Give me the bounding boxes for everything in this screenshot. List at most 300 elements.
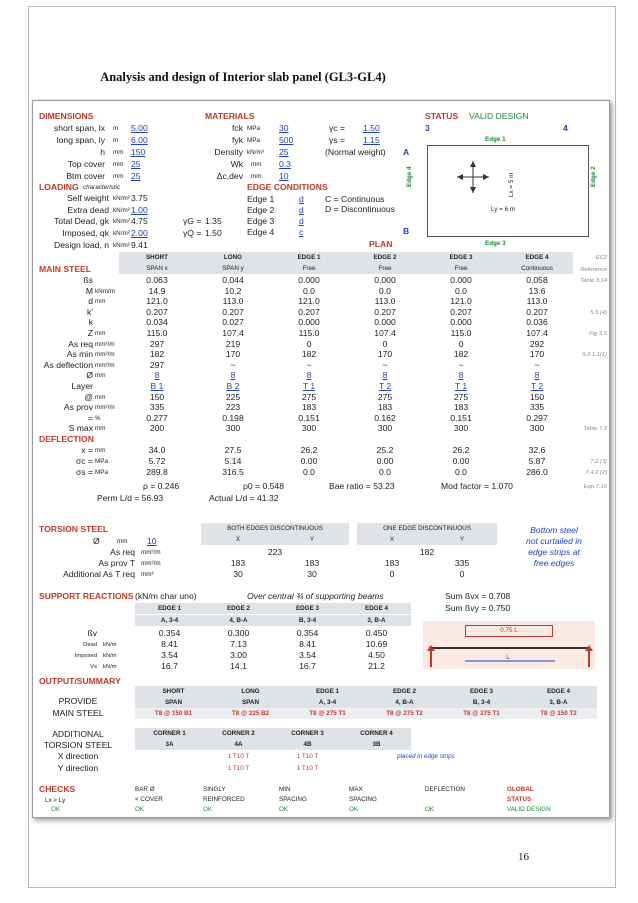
support-column-subheader: A, 3-4 xyxy=(160,617,179,624)
main-steel-cell: 275 xyxy=(377,391,393,402)
plan-edge-4: Edge 4 xyxy=(406,166,413,187)
dim-unit: m xyxy=(113,137,119,144)
checks-header: CHECKS xyxy=(39,784,76,794)
main-steel-reference: Table 3.14 xyxy=(580,278,607,284)
fck-unit: MPa xyxy=(247,125,260,132)
edge-condition-input[interactable]: d xyxy=(299,194,304,204)
main-steel-cell[interactable]: T 1 xyxy=(302,381,316,391)
main-steel-row-label: As prov xyxy=(63,402,93,413)
check-status: OK xyxy=(349,806,359,813)
dimensions-header: DIMENSIONS xyxy=(39,111,94,121)
output-column-header: EDGE 2 xyxy=(392,688,417,695)
sum-bvx: Sum ßvx = 0.708 xyxy=(445,591,511,601)
materials-header: MATERIALS xyxy=(205,111,255,121)
support-row-unit: kN/m xyxy=(103,642,117,648)
main-steel-cell: 113.0 xyxy=(526,296,548,307)
reaction-arrows-icon xyxy=(425,639,595,669)
main-steel-cell: 107.4 xyxy=(222,328,244,338)
main-steel-cell: 182 xyxy=(149,349,165,360)
corner-x-value: 1 T10 T xyxy=(227,753,250,760)
load-label: Design load, n xyxy=(54,240,109,250)
deflection-cell: 26.2 xyxy=(300,445,318,455)
main-steel-cell: 182 xyxy=(301,349,317,360)
torsion-note-line: edge strips at xyxy=(528,547,580,557)
main-steel-row-unit: mm²/m xyxy=(95,361,115,369)
output-main-steel-value: T8 @ 275 T1 xyxy=(309,710,346,717)
main-steel-cell: 0.036 xyxy=(526,317,548,328)
torsion-note-line: Bottom steel xyxy=(530,525,578,535)
gamma-c-input[interactable]: 1.50 xyxy=(363,123,380,133)
output-main-steel-value: T8 @ 150 B1 xyxy=(154,710,193,717)
one-y-header: Y xyxy=(459,536,465,543)
deflection-cell: 289.8 xyxy=(146,467,168,477)
main-steel-row-label: As deflection xyxy=(43,359,93,370)
page-title: Analysis and design of Interior slab panel (GL3-GL4) xyxy=(100,70,386,84)
dc-input[interactable]: 10 xyxy=(279,171,289,181)
fyk-unit: MPa xyxy=(247,137,260,144)
placed-note: placed in edge strips xyxy=(397,753,455,760)
loading-header: LOADING xyxy=(39,182,79,192)
main-steel-cell: 0.198 xyxy=(222,412,244,423)
corner-y-value: 1 T10 T xyxy=(296,765,319,772)
load-value[interactable]: 1.00 xyxy=(131,205,148,215)
main-steel-cell: 0.000 xyxy=(298,275,320,285)
reference-header: Reference xyxy=(580,267,607,273)
support-cell: 3.00 xyxy=(230,650,247,660)
deflection-row-label: σs = xyxy=(75,467,93,477)
deflection-reference: 7.2 (3) xyxy=(590,459,607,465)
main-steel-cell: 121.0 xyxy=(298,296,320,307)
load-label: Extra dead xyxy=(67,205,109,215)
main-steel-cell: 183 xyxy=(453,402,469,413)
main-steel-row-unit: mm²/m xyxy=(95,404,115,412)
fck-input[interactable]: 30 xyxy=(279,123,289,133)
main-steel-cell: ~ xyxy=(382,359,388,370)
output-column-subheader: SPAN xyxy=(241,699,260,706)
output-main-steel-value: T8 @ 275 T2 xyxy=(386,710,423,717)
main-steel-row-label: Z xyxy=(87,328,93,338)
main-steel-cell: 335 xyxy=(529,402,545,413)
support-cell: 3.54 xyxy=(161,650,178,660)
main-steel-cell: 275 xyxy=(453,391,469,402)
deflection-cell: 27.5 xyxy=(224,445,242,455)
torsion-one-cell: 182 xyxy=(419,547,435,557)
dim-input[interactable]: 6.00 xyxy=(131,135,148,145)
dc-label: Δc,dev xyxy=(216,171,243,181)
plan-gridline-3: 3 xyxy=(425,123,430,133)
plan-edge-2: Edge 2 xyxy=(590,166,597,187)
y-direction-label: Y direction xyxy=(57,763,99,773)
load-unit: kN/m² xyxy=(113,207,130,214)
load-unit: kN/m² xyxy=(113,242,130,249)
torsion-row-unit: mm²/m xyxy=(141,549,161,556)
dim-unit: mm xyxy=(113,149,124,156)
output-column-header: LONG xyxy=(241,688,260,695)
main-steel-cell[interactable]: B 2 xyxy=(226,381,240,391)
dim-input[interactable]: 5.00 xyxy=(131,123,148,133)
support-column-subheader: B, 3-4 xyxy=(298,617,317,624)
support-cell: 4.50 xyxy=(368,650,385,660)
diagram-top-label: 0.75 L xyxy=(465,625,553,637)
provide-label: PROVIDE xyxy=(58,696,98,706)
torsion-both-cell: 183 xyxy=(304,558,320,568)
status-value: VALID DESIGN xyxy=(469,111,529,121)
output-main-steel-value: T8 @ 150 T2 xyxy=(540,710,577,717)
deflection-cell: 5.72 xyxy=(148,456,166,466)
support-cell: 16.7 xyxy=(161,661,178,671)
support-cell: 16.7 xyxy=(299,661,316,671)
support-row-label: Vs xyxy=(90,664,97,670)
main-steel-cell: 300 xyxy=(225,423,241,434)
design-sheet xyxy=(32,100,610,818)
check-label-2: REINFORCED xyxy=(203,796,245,803)
main-steel-cell[interactable]: 8 xyxy=(230,370,236,381)
corner-y-value: 1 T10 T xyxy=(227,765,250,772)
main-steel-cell: 170 xyxy=(529,349,545,360)
main-steel-column-subheader: Free xyxy=(302,265,316,272)
main-steel-row-label: d xyxy=(88,296,93,307)
output-main-steel-value: T8 @ 225 B2 xyxy=(231,710,270,717)
edge-condition-label: Edge 2 xyxy=(247,205,275,215)
deflection-row-unit: MPa xyxy=(95,458,108,465)
main-steel-cell: 0.0 xyxy=(379,285,391,296)
main-steel-cell[interactable]: B 1 xyxy=(150,381,164,391)
deflection-cell: 0.0 xyxy=(303,467,315,477)
main-steel-cell[interactable]: T 1 xyxy=(454,381,468,391)
main-steel-cell: 0.207 xyxy=(222,306,244,317)
bae-ratio: Bae ratio = 53.23 xyxy=(329,481,395,491)
main-steel-reference: Table 7.3 xyxy=(583,426,607,433)
corner-header: CORNER 1 xyxy=(153,730,186,737)
main-steel-row-unit: mm xyxy=(95,372,106,380)
actual-ld: Actual L/d = 41.32 xyxy=(209,493,279,503)
torsion-both-cell: 30 xyxy=(307,569,317,579)
sum-bvy: Sum ßvy = 0.750 xyxy=(445,603,511,613)
corner-subheader: 4B xyxy=(303,741,312,748)
main-steel-column-header: EDGE 4 xyxy=(525,254,549,261)
output-column-header: SHORT xyxy=(162,688,185,695)
torsion-one-cell: 183 xyxy=(384,558,400,568)
main-steel-cell: 0.207 xyxy=(526,306,548,317)
main-steel-cell[interactable]: 8 xyxy=(306,370,312,381)
output-column-subheader: SPAN xyxy=(164,699,183,706)
support-row-unit: kN/m xyxy=(103,664,117,670)
main-steel-cell: 170 xyxy=(225,349,241,360)
edge-condition-label: Edge 3 xyxy=(247,216,275,226)
main-steel-cell: 219 xyxy=(225,338,241,349)
check-status: VALID DESIGN xyxy=(507,806,551,813)
load-value[interactable]: 2.00 xyxy=(131,228,148,238)
torsion-phi-unit: mm xyxy=(117,538,128,545)
main-steel-row-unit: mm xyxy=(95,393,106,401)
plan-lx: Lx = 5 m xyxy=(508,172,515,197)
main-steel-cell: 275 xyxy=(301,391,317,402)
dim-input[interactable]: 25 xyxy=(131,171,141,181)
main-steel-cell: 183 xyxy=(301,402,317,413)
main-steel-cell: 297 xyxy=(149,338,165,349)
main-steel-cell: 225 xyxy=(225,391,241,402)
main-steel-cell: 0.000 xyxy=(374,275,396,285)
main-steel-cell[interactable]: 8 xyxy=(534,370,540,381)
both-discontinuous-header: BOTH EDGES DISCONTINUOUS xyxy=(227,525,323,532)
main-steel-column-header: EDGE 1 xyxy=(297,254,321,261)
main-steel-cell: 170 xyxy=(377,349,393,360)
dim-input[interactable]: 150 xyxy=(131,147,146,157)
main-steel-row-label: Ø xyxy=(86,370,93,381)
deflection-row-unit: mm xyxy=(95,447,106,454)
main-steel-cell: 115.0 xyxy=(146,328,168,338)
edge-condition-label: Edge 4 xyxy=(247,227,275,237)
loading-sub: characteristic xyxy=(83,184,121,191)
main-steel-cell[interactable]: T 2 xyxy=(378,381,392,391)
main-steel-row-label: Layer xyxy=(71,381,93,391)
main-steel-cell: 0.277 xyxy=(146,412,168,423)
main-steel-cell: 182 xyxy=(453,349,469,360)
main-steel-cell: 0.151 xyxy=(298,412,320,423)
main-steel-cell: 300 xyxy=(377,423,393,434)
dim-unit: m xyxy=(113,125,119,132)
check-label-2: STATUS xyxy=(507,796,532,803)
dim-label: Top cover xyxy=(67,159,105,169)
main-steel-row-label: k xyxy=(88,317,93,328)
check-status: OK xyxy=(135,806,145,813)
corner-x-value: 1 T10 T xyxy=(296,753,319,760)
torsion-row-label: As prov T xyxy=(98,558,135,568)
torsion-steel-label: TORSION STEEL xyxy=(43,740,113,750)
main-steel-row-label: = xyxy=(87,412,93,423)
gamma-c-label: γc = xyxy=(329,123,345,133)
main-steel-cell: 0.297 xyxy=(526,412,548,423)
load-unit: kN/m² xyxy=(113,195,130,202)
main-steel-row-unit: mm²/m xyxy=(95,340,115,348)
main-steel-cell: 0.000 xyxy=(374,317,396,328)
main-steel-row-unit: mm xyxy=(95,425,106,433)
support-column-header: EDGE 4 xyxy=(364,605,389,612)
deflection-cell: 0.0 xyxy=(379,467,391,477)
deflection-cell: 34.0 xyxy=(148,445,166,455)
check-label: Lx > Ly xyxy=(45,797,66,804)
main-steel-cell: 0.000 xyxy=(298,317,320,328)
both-y-header: Y xyxy=(309,536,315,543)
density-input[interactable]: 25 xyxy=(279,147,289,157)
support-cell: 0.354 xyxy=(158,628,181,638)
main-steel-cell: ~ xyxy=(458,359,464,370)
corner-subheader: 3A xyxy=(165,741,174,748)
support-cell: 8.41 xyxy=(299,639,316,649)
main-steel-cell: 121.0 xyxy=(450,296,472,307)
main-steel-row-unit: mm xyxy=(95,298,106,306)
main-steel-header: MAIN STEEL xyxy=(39,264,92,274)
main-steel-cell: 300 xyxy=(453,423,469,434)
deflection-cell: 5.14 xyxy=(224,456,242,466)
edge-condition-input[interactable]: d xyxy=(299,216,304,226)
dim-input[interactable]: 25 xyxy=(131,159,141,169)
check-label: GLOBAL xyxy=(507,786,534,793)
check-status: OK xyxy=(51,806,61,813)
torsion-both-cell: 183 xyxy=(230,558,246,568)
main-steel-cell: 107.4 xyxy=(374,328,396,338)
density-unit: kN/m³ xyxy=(247,149,264,156)
support-row-label: Dead xyxy=(83,642,97,648)
support-cell: 21.2 xyxy=(368,661,385,671)
gamma-g-value: 1.35 xyxy=(205,216,222,226)
load-label: Total Dead, gk xyxy=(54,216,109,226)
load-value: 3.75 xyxy=(131,193,148,203)
edge-condition-input[interactable]: d xyxy=(299,205,304,215)
edge-condition-input[interactable]: c xyxy=(299,227,304,237)
output-column-header: EDGE 3 xyxy=(469,688,494,695)
dim-unit: mm xyxy=(113,161,124,168)
check-label: MAX xyxy=(349,786,363,793)
main-steel-cell: ~ xyxy=(230,359,236,370)
support-column-header: EDGE 1 xyxy=(157,605,182,612)
main-steel-column-header: LONG xyxy=(223,254,243,261)
main-steel-cell: 300 xyxy=(301,423,317,434)
torsion-note-line: not curtailed in xyxy=(526,536,582,546)
support-column-header: EDGE 2 xyxy=(226,605,251,612)
main-steel-cell: 0.0 xyxy=(303,285,315,296)
main-steel-cell[interactable]: T 2 xyxy=(530,381,544,391)
torsion-one-cell: 0 xyxy=(459,569,465,579)
load-label: Self weight xyxy=(66,193,109,203)
main-steel-cell: 150 xyxy=(529,391,545,402)
main-steel-cell[interactable]: 8 xyxy=(382,370,388,381)
support-row-label: Imposed xyxy=(74,653,97,659)
deflection-cell: 0.00 xyxy=(300,456,318,466)
torsion-phi-label: Ø xyxy=(93,536,100,546)
fyk-input[interactable]: 500 xyxy=(279,135,294,145)
main-steel-reference: Fig 3.5 xyxy=(589,331,607,337)
plan-gridline-b: B xyxy=(403,226,410,236)
main-steel-row-unit: % xyxy=(95,414,101,422)
torsion-note-line: free edges xyxy=(533,558,575,568)
main-steel-cell: 0.044 xyxy=(222,275,244,285)
deflection-cell: 32.6 xyxy=(528,445,546,455)
perm-ld: Perm L/d = 56.93 xyxy=(97,493,164,503)
main-steel-cell: 0.162 xyxy=(374,412,396,423)
wk-input[interactable]: 0.3 xyxy=(279,159,291,169)
support-central-note: Over central ¾ of supporting beams xyxy=(247,591,384,601)
support-cell: 14.1 xyxy=(230,661,247,671)
fyk-label: fyk xyxy=(232,135,243,145)
deflection-row-label: σc = xyxy=(75,456,93,466)
one-x-header: X xyxy=(389,536,395,543)
main-steel-cell: 13.6 xyxy=(528,285,546,296)
check-label: DEFLECTION xyxy=(425,786,465,793)
legend-continuous: C = Continuous xyxy=(325,194,385,204)
check-status: OK xyxy=(279,806,289,813)
output-column-header: EDGE 1 xyxy=(315,688,340,695)
main-steel-reference: 5.5 (4) xyxy=(590,309,607,316)
main-steel-cell: 0.151 xyxy=(450,412,472,423)
edge-condition-label: Edge 1 xyxy=(247,194,275,204)
main-steel-column-header: SHORT xyxy=(145,254,169,261)
deflection-row-unit: MPa xyxy=(95,469,108,476)
main-steel-cell: 0 xyxy=(458,338,464,349)
dim-label: short span, lx xyxy=(53,123,105,133)
check-label-2: SPACING xyxy=(279,796,307,803)
deflection-cell: 316.5 xyxy=(222,467,244,477)
main-steel-cell: 335 xyxy=(149,402,165,413)
support-row-label: ßv xyxy=(87,628,97,638)
main-steel-cell: 200 xyxy=(149,423,165,434)
both-x-header: X xyxy=(235,536,241,543)
main-steel-cell: 0.207 xyxy=(298,306,320,317)
main-steel-cell: 0.034 xyxy=(146,317,168,328)
main-steel-cell: 113.0 xyxy=(374,296,396,307)
torsion-row-unit: mm² xyxy=(141,571,154,578)
torsion-row-label: Additional As T req xyxy=(63,569,135,579)
plan-gridline-a: A xyxy=(403,147,410,157)
status-label: STATUS xyxy=(425,111,459,121)
output-column-subheader: 3, B-A xyxy=(549,699,568,706)
main-steel-row-label: As req xyxy=(68,338,93,349)
page-number: 16 xyxy=(518,851,529,863)
check-status: OK xyxy=(203,806,213,813)
main-steel-column-subheader: Free xyxy=(454,265,468,272)
torsion-one-cell: 0 xyxy=(389,569,395,579)
deflection-cell: 0.00 xyxy=(376,456,394,466)
deflection-row-label: x = xyxy=(81,445,93,455)
load-value: 4.75 xyxy=(131,216,148,226)
diagram-bottom-label: L xyxy=(506,654,510,661)
main-steel-cell[interactable]: 8 xyxy=(154,370,160,381)
gamma-q-label: γQ = xyxy=(183,228,202,238)
deflection-cell: 5.87 xyxy=(528,456,546,466)
dc-unit: mm xyxy=(251,173,262,180)
main-steel-row-unit: mm xyxy=(95,330,106,337)
corner-header: CORNER 2 xyxy=(222,730,255,737)
corner-subheader: 3B xyxy=(372,741,381,748)
main-steel-cell: 0 xyxy=(306,338,312,349)
support-header: SUPPORT REACTIONS xyxy=(39,591,134,601)
torsion-row-label: As req xyxy=(110,547,135,557)
main-steel-cell: 14.9 xyxy=(148,285,166,296)
weight-note: (Normal weight) xyxy=(325,147,386,157)
main-steel-cell: 115.0 xyxy=(298,328,320,338)
main-steel-label: MAIN STEEL xyxy=(52,708,104,718)
main-steel-column-subheader: SPAN x xyxy=(146,265,168,272)
dim-unit: mm xyxy=(113,173,124,180)
ec2-label: EC2 xyxy=(595,255,607,261)
output-column-subheader: 4, B-A xyxy=(395,699,414,706)
main-steel-row-unit: kNm/m xyxy=(95,287,115,295)
torsion-phi-input[interactable]: 10 xyxy=(147,536,157,546)
main-steel-cell: 0.058 xyxy=(526,275,548,285)
gamma-s-input[interactable]: 1.15 xyxy=(363,135,380,145)
main-steel-cell: 0.063 xyxy=(146,275,168,285)
output-header: OUTPUT/SUMMARY xyxy=(39,676,121,686)
main-steel-cell: 0.207 xyxy=(374,306,396,317)
corner-subheader: 4A xyxy=(234,741,243,748)
main-steel-row-label: M xyxy=(85,285,93,296)
corner-header: CORNER 3 xyxy=(291,730,324,737)
support-column-subheader: 4, B-A xyxy=(229,617,248,624)
support-cell: 8.41 xyxy=(161,639,178,649)
main-steel-cell: 0 xyxy=(382,338,388,349)
deflection-reference: 7.4.2 (2) xyxy=(585,470,607,476)
main-steel-cell: 113.0 xyxy=(222,296,244,307)
main-steel-cell: 150 xyxy=(149,391,165,402)
main-steel-column-header: EDGE 2 xyxy=(373,254,397,261)
main-steel-cell[interactable]: 8 xyxy=(458,370,464,381)
main-steel-cell: 300 xyxy=(529,423,545,434)
torsion-both-cell: 30 xyxy=(233,569,243,579)
deflection-cell: 0.0 xyxy=(455,467,467,477)
main-steel-cell: 0.000 xyxy=(450,275,472,285)
additional-label: ADDITIONAL xyxy=(52,729,104,739)
support-column-subheader: 3, B-A xyxy=(367,617,386,624)
